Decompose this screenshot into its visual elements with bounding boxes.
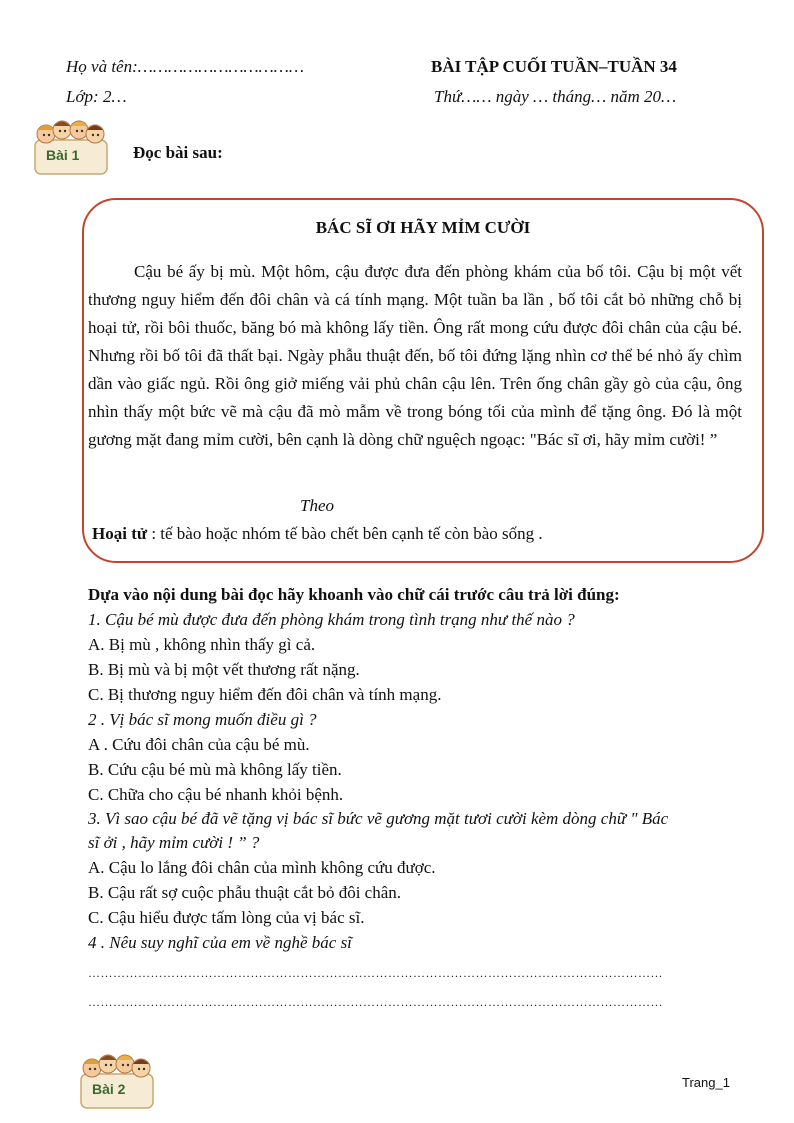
student-name-label: Họ và tên:……………………………: [66, 57, 305, 76]
question-3-option-c[interactable]: C. Cậu hiểu được tấm lòng của vị bác sĩ.: [88, 908, 365, 927]
passage-body: [88, 258, 742, 454]
exercise-2-badge: [78, 1052, 156, 1112]
answer-line-1[interactable]: …………………………………………………………………………………………………………………………: [88, 966, 663, 980]
question-3-option-b[interactable]: B. Cậu rất sợ cuộc phẫu thuật cắt bỏ đôi chân.: [88, 883, 402, 902]
question-1-option-c[interactable]: C. Bị thương nguy hiểm đến đôi chân và tính mạng.: [88, 685, 442, 704]
question-3-line-1: 3. Vì sao cậu bé đã vẽ tặng vị bác sĩ bức vẽ gương mặt tươi cười kèm dòng chữ " Bác: [88, 809, 669, 828]
question-4: 4 . Nêu suy nghĩ của em về nghề bác sĩ: [88, 933, 352, 952]
date-line: Thứ…… ngày … tháng… năm 20…: [434, 87, 677, 106]
instruction-text: Đọc bài sau:: [133, 143, 223, 162]
questions-heading: Dựa vào nội dung bài đọc hãy khoanh vào chữ cái trước câu trả lời đúng:: [88, 585, 620, 604]
passage-source: Theo: [300, 496, 334, 515]
badge-label: Bài 2: [92, 1081, 126, 1097]
question-1: 1. Cậu bé mù được đưa đến phòng khám trong tình trạng như thế nào ?: [88, 610, 575, 629]
answer-line-2[interactable]: …………………………………………………………………………………………………………………………: [88, 995, 663, 1009]
passage-title: BÁC SĨ ƠI HÃY MỈM CƯỜI: [315, 218, 531, 237]
glossary-term: Hoại tử: [92, 524, 148, 543]
glossary-note: [92, 524, 543, 544]
worksheet-title: BÀI TẬP CUỐI TUẦN–TUẦN 34: [431, 57, 677, 76]
question-2-option-a[interactable]: A . Cứu đôi chân của cậu bé mù.: [88, 735, 310, 754]
exercise-1-badge: [32, 118, 110, 178]
class-label: Lớp: 2…: [66, 87, 127, 106]
question-2-option-b[interactable]: B. Cứu cậu bé mù mà không lấy tiền.: [88, 760, 342, 779]
question-1-option-a[interactable]: A. Bị mù , không nhìn thấy gì cả.: [88, 635, 316, 654]
question-3-line-2: sĩ ởi , hãy mỉm cười ! ” ?: [88, 833, 260, 852]
question-2: 2 . Vị bác sĩ mong muốn điều gì ?: [88, 710, 317, 729]
page-number: Trang_1: [682, 1075, 730, 1090]
glossary-definition: : tế bào hoặc nhóm tế bào chết bên cạnh tế còn bào sống .: [147, 524, 543, 543]
question-1-option-b[interactable]: B. Bị mù và bị một vết thương rất nặng.: [88, 660, 360, 679]
badge-label: Bài 1: [46, 147, 80, 163]
question-2-option-c[interactable]: C. Chữa cho cậu bé nhanh khỏi bệnh.: [88, 785, 344, 804]
question-3-option-a[interactable]: A. Cậu lo lắng đôi chân của mình không cứu được.: [88, 858, 436, 877]
passage-paragraph: Cậu bé ấy bị mù. Một hôm, cậu được đưa đến phòng khám của bố tôi. Cậu bị một vết thương nguy hiểm đến đôi chân và cá tính mạng. Một tuần ba lần , bố tôi cắt bỏ những chỗ bị hoại tử, rồi bôi thuốc, băng bó mà không lấy tiền. Ông rất mong cứu được đôi chân của cậu bé. Nhưng rồi bố tôi đã thất bại. Ngày phẫu thuật đến, bố tôi đứng lặng nhìn cơ thể bé nhỏ ấy chìm dần vào giấc ngủ. Rồi ông giở miếng vải phủ chân cậu lên. Trên ống chân gầy gò của cậu, ông nhìn thấy một bức vẽ mà cậu đã mò mẫm về trong bóng tối của mình để tặng ông. Đó là một gương mặt đang mỉm cười, bên cạnh là dòng chữ nguệch ngoạc: "Bác sĩ ơi, hãy mỉm cười! ”: [88, 262, 742, 449]
reading-passage-box: [82, 198, 764, 563]
